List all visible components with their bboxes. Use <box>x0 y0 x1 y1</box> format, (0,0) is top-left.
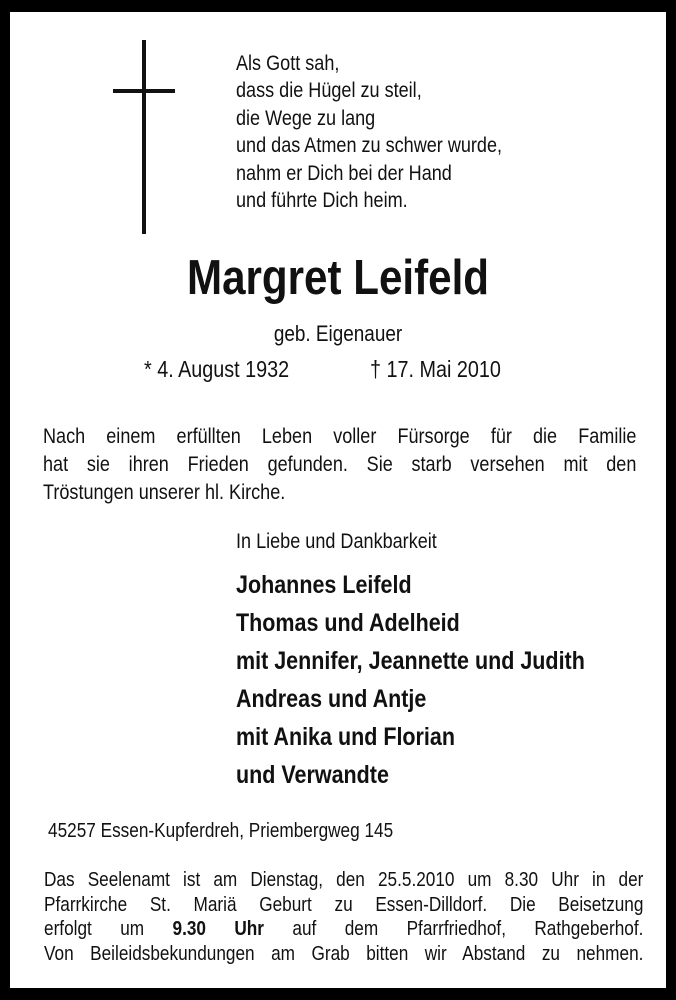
notice-text: erfolgt um <box>44 918 145 941</box>
message <box>43 423 636 507</box>
poem-line: nahm er Dich bei der Hand <box>236 161 452 185</box>
funeral-notice <box>44 868 676 966</box>
notice-text: auf dem Pfarrfriedhof, Rathgeberhof. <box>292 918 644 941</box>
message-line: Tröstungen unserer hl. Kirche. <box>43 481 286 504</box>
death-date: † 17. Mai 2010 <box>370 356 501 382</box>
birth-date: * 4. August 1932 <box>144 356 290 382</box>
message-line: Nach einem erfüllten Leben voller Fürsorge für die Familie <box>43 425 637 448</box>
mourner: und Verwandte <box>236 761 389 789</box>
poem <box>236 50 502 214</box>
notice-line: Von Beileidsbekundungen am Grab bitten wir Abstand zu nehmen. <box>44 942 644 965</box>
notice-line <box>44 917 643 942</box>
burial-time: 9.30 Uhr <box>172 918 264 941</box>
maiden-name: geb. Eigenauer <box>273 321 403 346</box>
message-line: hat sie ihren Frieden gefunden. Sie starb versehen mit den <box>43 453 637 476</box>
mourner: mit Anika und Florian <box>236 723 455 751</box>
poem-line: Als Gott sah, <box>236 52 340 75</box>
address: 45257 Essen-Kupferdreh, Priembergweg 145 <box>48 820 394 842</box>
mourner: mit Jennifer, Jeannette und Judith <box>236 647 585 675</box>
cross-horizontal-bar <box>113 89 175 93</box>
mourners-intro: In Liebe und Dankbarkeit <box>236 530 437 553</box>
notice-line: Pfarrkirche St. Mariä Geburt zu Essen-Dilldorf. Die Beisetzung <box>44 893 644 916</box>
notice-line: Das Seelenamt ist am Dienstag, den 25.5.2010 um 8.30 Uhr in der <box>44 869 644 891</box>
poem-line: und das Atmen zu schwer wurde, <box>236 134 503 158</box>
obituary-card <box>10 12 666 988</box>
cross-vertical-bar <box>142 40 146 234</box>
poem-line: die Wege zu lang <box>236 106 376 130</box>
poem-line: und führte Dich heim. <box>236 188 408 212</box>
mourner: Johannes Leifeld <box>236 571 412 599</box>
mourner: Thomas und Adelheid <box>236 609 460 637</box>
mourner: Andreas und Antje <box>236 685 427 713</box>
mourners-list <box>236 566 585 794</box>
deceased-name: Margret Leifeld <box>186 251 490 305</box>
poem-line: dass die Hügel zu steil, <box>236 79 422 103</box>
